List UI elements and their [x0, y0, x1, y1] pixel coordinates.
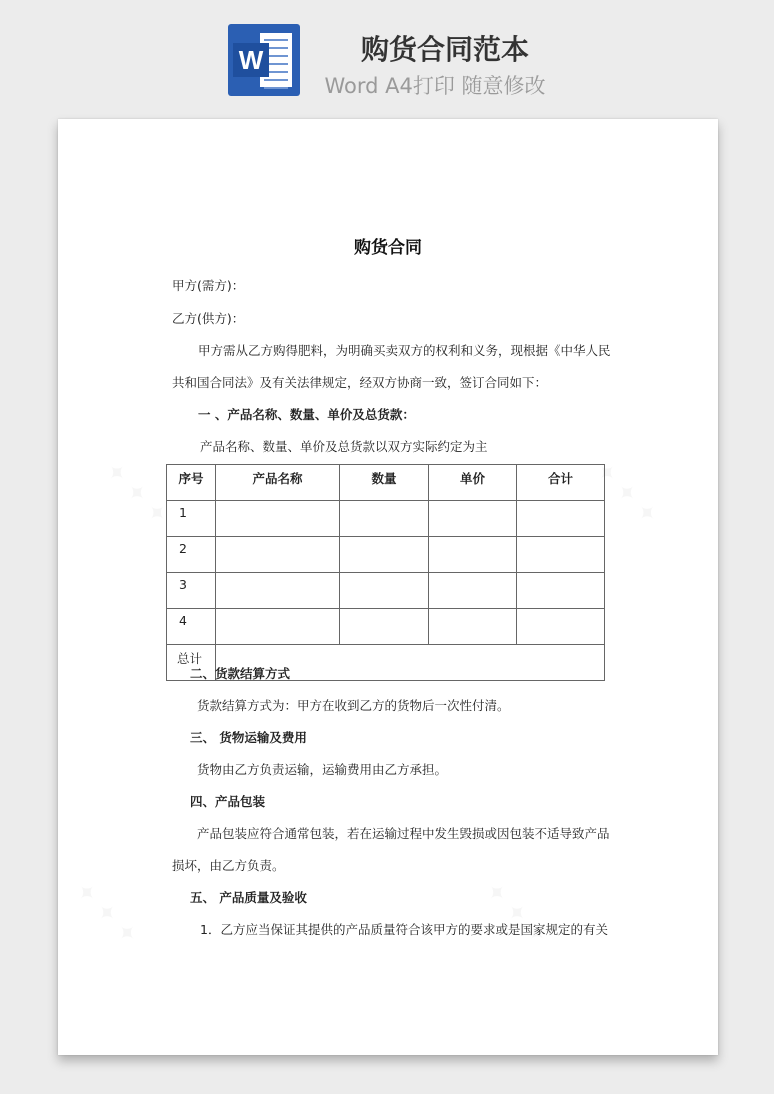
party-b-line: 乙方(供方)： — [172, 311, 245, 326]
intro-paragraph-line-2: 共和国合同法》及有关法律规定，经双方协商一致，签订合同如下： — [172, 375, 548, 390]
word-document-icon — [228, 24, 300, 96]
banner — [0, 0, 774, 115]
section-3-heading: 三、 货物运输及费用 — [190, 730, 307, 745]
table-cell — [429, 573, 517, 609]
section-3-text: 货物由乙方负责运输，运输费用由乙方承担。 — [197, 762, 448, 777]
table-cell — [517, 573, 605, 609]
section-4-text-line-2: 损坏，由乙方负责。 — [172, 858, 285, 873]
table-row — [167, 573, 605, 609]
document-page — [58, 119, 718, 1055]
section-5-item-1: 1．乙方应当保证其提供的产品质量符合该甲方的要求或是国家规定的有关 — [200, 922, 608, 937]
table-cell — [517, 501, 605, 537]
banner-subtitle: Word A4打印 随意修改 — [324, 74, 546, 98]
row-number-cell: 1 — [167, 501, 216, 537]
watermark-mark — [99, 456, 173, 530]
total-label-cell: 总计 — [167, 645, 216, 681]
section-2-heading: 二、货款结算方式 — [190, 666, 291, 681]
watermark-mark — [479, 876, 553, 950]
table-cell — [429, 537, 517, 573]
word-letter: W — [233, 43, 269, 77]
table-row — [167, 609, 605, 645]
section-1-heading: 一 、产品名称、数量、单价及总货款： — [198, 407, 415, 422]
section-5-heading: 五、 产品质量及验收 — [190, 890, 307, 905]
table-row — [167, 537, 605, 573]
banner-title: 购货合同范本 — [360, 33, 529, 66]
table-cell — [517, 537, 605, 573]
document-title: 购货合同 — [354, 238, 422, 258]
section-2-text: 货款结算方式为：甲方在收到乙方的货物后一次性付清。 — [197, 698, 510, 713]
table-cell — [340, 537, 429, 573]
table-cell — [340, 609, 429, 645]
header-cell: 单价 — [429, 465, 517, 501]
intro-paragraph-line-1: 甲方需从乙方购得肥料，为明确买卖双方的权利和义务，现根据《中华人民 — [198, 343, 611, 358]
row-number-cell: 4 — [167, 609, 216, 645]
table-cell — [216, 609, 340, 645]
header-cell: 数量 — [340, 465, 429, 501]
table-cell — [216, 573, 340, 609]
table-cell — [340, 501, 429, 537]
table-cell — [429, 609, 517, 645]
header-cell: 序号 — [167, 465, 216, 501]
header-cell: 产品名称 — [216, 465, 340, 501]
header-cell: 合计 — [517, 465, 605, 501]
table-cell — [340, 573, 429, 609]
section-1-text: 产品名称、数量、单价及总货款以双方实际约定为主 — [200, 439, 488, 454]
table-row — [167, 501, 605, 537]
section-4-heading: 四、产品包装 — [190, 794, 266, 809]
watermark-mark — [69, 876, 143, 950]
table-header-row — [167, 465, 605, 501]
table-cell — [216, 501, 340, 537]
row-number-cell: 3 — [167, 573, 216, 609]
table-cell — [517, 609, 605, 645]
table-cell — [429, 501, 517, 537]
section-4-text-line-1: 产品包装应符合通常包装，若在运输过程中发生毁损或因包装不适导致产品 — [197, 826, 610, 841]
goods-table — [166, 464, 605, 681]
table-cell — [216, 537, 340, 573]
row-number-cell: 2 — [167, 537, 216, 573]
party-a-line: 甲方(需方)： — [172, 278, 245, 293]
